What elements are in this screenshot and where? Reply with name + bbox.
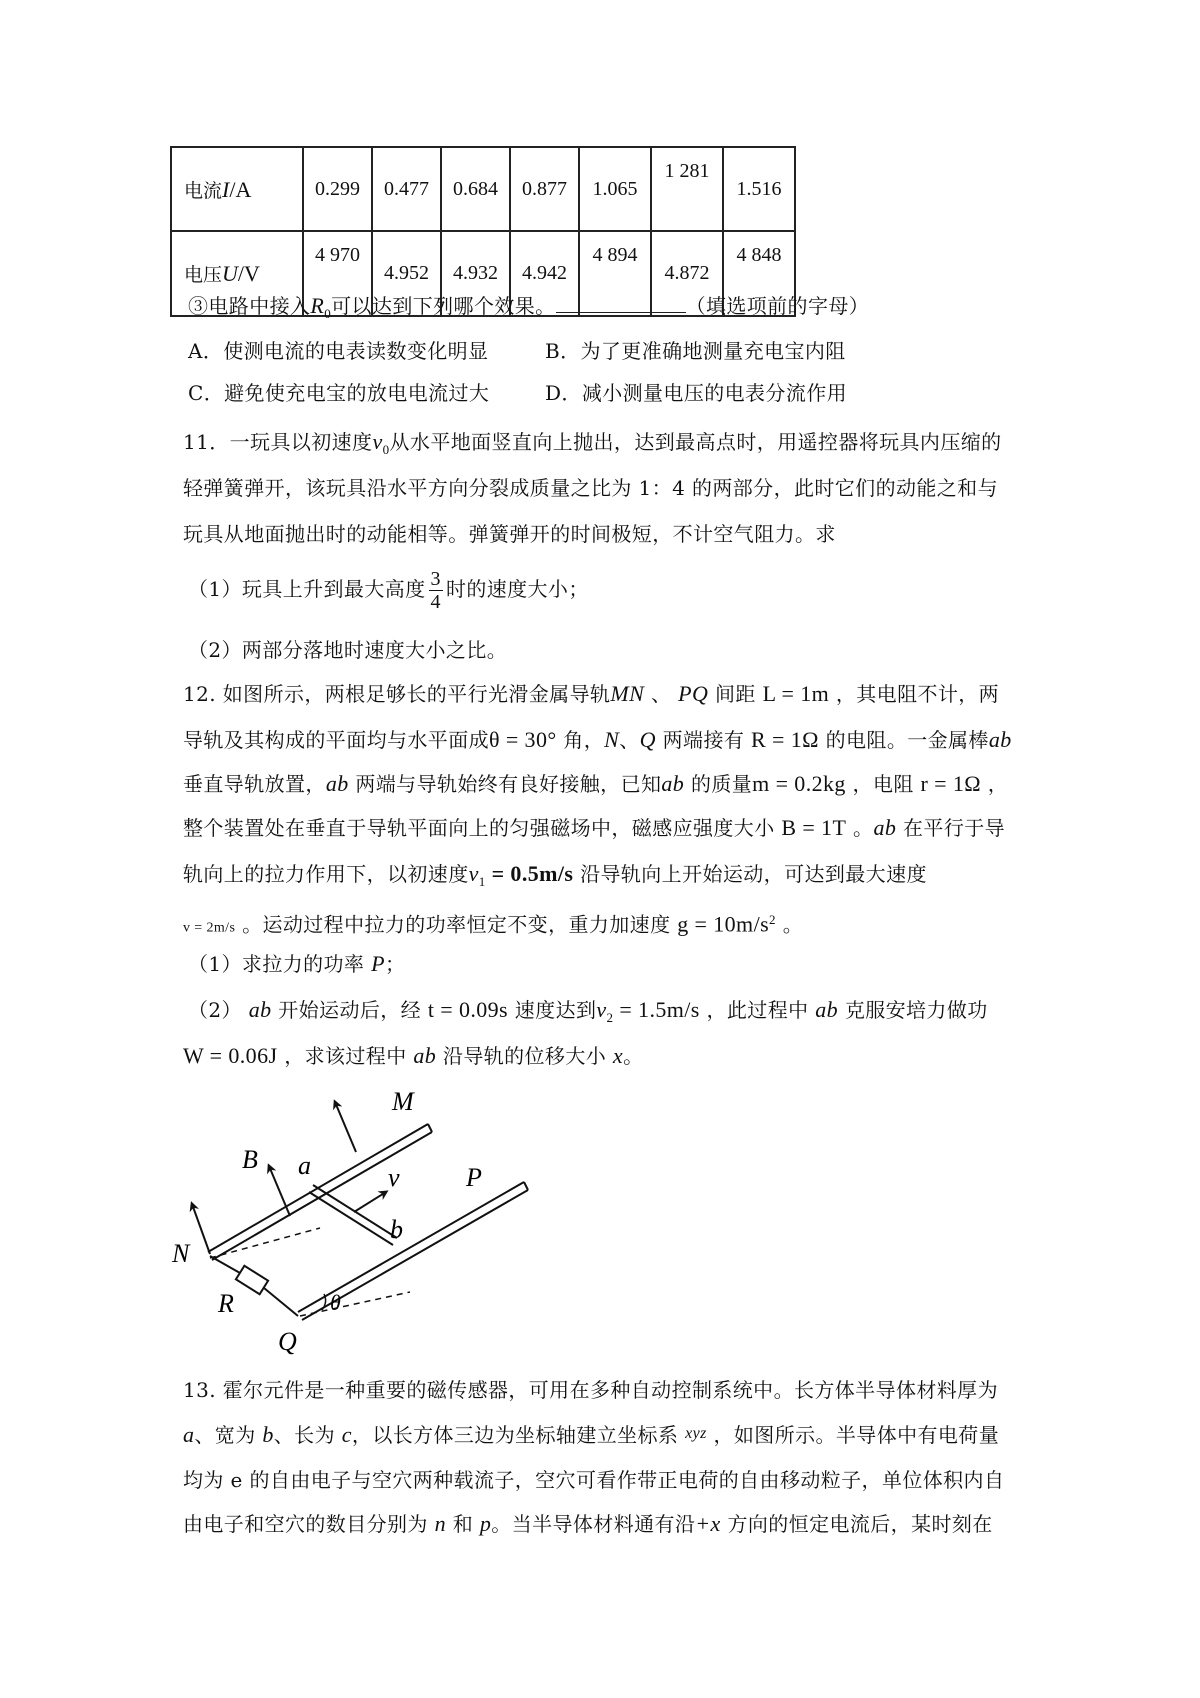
text: 可以达到下列哪个效果。 [331, 294, 556, 318]
label-n: N [172, 1239, 190, 1268]
table-cell: 0.299 [303, 147, 372, 231]
q12-line4 [183, 814, 1005, 842]
table-cell: 0.684 [441, 147, 510, 231]
text: ，此过程中 [699, 998, 816, 1022]
text: （1）求拉力的功率 [188, 952, 372, 976]
text: ，其电阻不计，两 [829, 682, 1000, 706]
text: ③电路中接入 [188, 294, 311, 318]
text: 开始运动后，经 [271, 998, 428, 1022]
dash-from-n [210, 1228, 320, 1258]
q12-line5 [183, 860, 927, 896]
var: P [371, 951, 385, 976]
q12-part2 [188, 996, 988, 1032]
text: 。 [623, 1044, 644, 1068]
text: 角， [556, 728, 605, 752]
table-header-current [171, 147, 303, 231]
var: ab [248, 997, 272, 1022]
arrow-b-mid [269, 1166, 290, 1216]
option-b: B．为了更准确地测量充电宝内阻 [545, 339, 846, 363]
q13-line2 [183, 1420, 999, 1449]
math: W = 0.06J [183, 1043, 278, 1068]
var: ab [873, 815, 897, 840]
text: 的质量 [684, 772, 753, 796]
header-unit: /A [229, 176, 252, 202]
text: 克服安培力做功 [838, 998, 988, 1022]
text: 方向的恒定电流后，某时刻在 [720, 1512, 993, 1536]
label-b-field: B [242, 1145, 258, 1174]
text: 垂直导轨放置， [183, 772, 326, 796]
math: = 1.5m/s [613, 997, 700, 1022]
var: n [434, 1511, 446, 1536]
text: 两端与导轨始终有良好接触，已知 [348, 772, 662, 796]
text: 。 [775, 912, 804, 937]
text: 沿导轨的位移大小 [436, 1044, 613, 1068]
math: m = 0.2kg [752, 771, 846, 796]
table-cell: 4.932 [441, 231, 510, 316]
option-d: D．减小测量电压的电表分流作用 [545, 381, 848, 405]
math: g = 10m/s [677, 911, 770, 937]
q11-part1 [188, 568, 589, 613]
answer-blank [556, 292, 686, 313]
table-row [171, 147, 795, 231]
header-var: I [222, 176, 230, 202]
label-theta: θ [330, 1290, 341, 1315]
header-text: 电流 [184, 179, 223, 202]
table-cell: 4.942 [510, 231, 579, 316]
text: 由电子和空穴的数目分别为 [183, 1512, 435, 1536]
q12-line3 [183, 770, 1008, 798]
text: 时的速度大小； [445, 577, 589, 601]
math: v = 2m/s [183, 920, 236, 936]
var: xyz [685, 1425, 707, 1442]
text: 12. 如图所示，两根足够长的平行光滑金属导轨 [183, 682, 611, 706]
arrow-v [354, 1192, 386, 1212]
text: 轨向上的拉力作用下，以初速度 [183, 862, 469, 886]
text: 速度达到 [508, 998, 597, 1022]
label-b-end: b [390, 1215, 403, 1244]
q12-part1 [188, 950, 405, 978]
var: ab [325, 771, 349, 796]
text: ； [384, 952, 406, 976]
text: 11．一玩具以初速度 [183, 430, 373, 454]
q11-line2: 轻弹簧弹开，该玩具沿水平方向分裂成质量之比为 1：4 的两部分，此时它们的动能之和与 [183, 476, 998, 500]
text: 、 [644, 682, 679, 706]
var: Q [639, 727, 656, 752]
text: 。运动过程中拉力的功率恒定不变，重力加速度 [235, 912, 678, 937]
var: x [612, 1043, 624, 1068]
math: B = 1T [781, 815, 847, 840]
header-unit: /V [237, 261, 260, 286]
text: 、宽为 [194, 1423, 263, 1447]
denominator: 4 [430, 591, 441, 613]
label-v: v [388, 1163, 400, 1192]
rail-nm-end [428, 1124, 432, 1132]
wire-n-r [210, 1256, 240, 1273]
var: R [310, 293, 325, 318]
text: 。当半导体材料通有沿 [491, 1512, 696, 1536]
option-a: A．使测电流的电表读数变化明显 [188, 339, 489, 363]
text: 沿导轨向上开始运动，可达到最大速度 [573, 862, 927, 886]
label-a: a [298, 1151, 311, 1180]
header-var: U [222, 261, 238, 286]
q12-part2-cont [183, 1042, 643, 1070]
text: 两端接有 [655, 728, 752, 752]
var: ab [413, 1043, 437, 1068]
var: N [604, 727, 620, 752]
q12-line1 [183, 680, 999, 708]
table-cell: 0.877 [510, 147, 579, 231]
resistor-r [236, 1266, 268, 1294]
rail-qp-end [524, 1182, 528, 1190]
var: b [262, 1422, 274, 1447]
text: 和 [445, 1512, 480, 1536]
var: MN [610, 681, 645, 706]
table-cell: 4 848 [723, 231, 795, 316]
q11-part2: （2）两部分落地时速度大小之比。 [188, 638, 508, 662]
q13-line3: 均为 e 的自由电子与空穴两种载流子，空穴可看作带正电荷的自由移动粒子，单位体积内自 [183, 1468, 1005, 1492]
q11-line3: 玩具从地面抛出时的动能相等。弹簧弹开的时间极短，不计空气阻力。求 [183, 522, 836, 546]
sub: 1 [478, 874, 486, 889]
text: （填选项前的字母） [685, 294, 870, 318]
math: t = 0.09s [427, 997, 509, 1022]
text: 导轨及其构成的平面均与水平面成 [183, 728, 489, 752]
table-cell: 0.477 [372, 147, 441, 231]
text: ，如图所示。半导体中有电荷量 [706, 1423, 1000, 1447]
text: ，电阻 [845, 772, 921, 796]
option-c: C．避免使充电宝的放电电流过大 [188, 381, 490, 405]
var: v [596, 997, 607, 1022]
q12-line6 [183, 906, 803, 943]
text: 的电阻。一金属棒 [818, 728, 989, 752]
sub: 2 [606, 1010, 614, 1025]
label-r: R [218, 1289, 234, 1318]
text: （2） [188, 998, 249, 1022]
text: ，求该过程中 [277, 1044, 414, 1068]
sup: 2 [769, 912, 776, 927]
text: 、 [619, 728, 640, 752]
q13-line4 [183, 1510, 993, 1538]
var: ab [661, 771, 685, 796]
text: 整个装置处在垂直于导轨平面向上的匀强磁场中，磁感应强度大小 [183, 816, 782, 840]
text: 在平行于导 [896, 816, 1006, 840]
arrow-b-top [335, 1102, 356, 1152]
text: 间距 [708, 682, 763, 706]
label-m: M [392, 1087, 414, 1116]
var: a [183, 1422, 195, 1447]
table-cell: 4 970 [303, 231, 372, 316]
var: v [468, 861, 479, 886]
var: PQ [678, 681, 709, 706]
q13-line1: 13. 霍尔元件是一种重要的磁传感器，可用在多种自动控制系统中。长方体半导体材料厚为 [183, 1378, 998, 1402]
fraction [429, 568, 443, 613]
var: +x [695, 1511, 721, 1536]
header-text: 电压 [184, 264, 223, 286]
bar-ab-a [309, 1192, 393, 1245]
sub: 0 [382, 442, 390, 457]
table-cell: 4 894 [579, 231, 651, 316]
var: c [341, 1422, 352, 1447]
rail-figure [170, 1080, 550, 1370]
table-cell: 4.952 [372, 231, 441, 316]
math: θ = 30° [489, 727, 557, 752]
label-q: Q [278, 1327, 297, 1356]
arrow-b-left [192, 1204, 210, 1254]
sub: 0 [324, 306, 332, 321]
table-cell: 1.065 [579, 147, 651, 231]
var: ab [815, 997, 839, 1022]
var: p [479, 1511, 492, 1536]
wire-r-q [264, 1288, 298, 1316]
q12-line2 [183, 726, 1012, 754]
table-cell: 4.872 [651, 231, 723, 316]
text: 从水平地面竖直向上抛出，达到最高点时，用遥控器将玩具内压缩的 [389, 430, 1002, 454]
text: ， [981, 772, 1009, 796]
var: ab [988, 727, 1012, 752]
dash-horizontal [300, 1292, 410, 1316]
math: r = 1Ω [920, 771, 981, 796]
math: R = 1Ω [751, 727, 819, 752]
text: 。 [846, 816, 874, 840]
q10-part3 [188, 292, 869, 328]
math: = 0.5m/s [485, 861, 574, 886]
numerator: 3 [430, 568, 441, 590]
math: L = 1m [762, 681, 830, 706]
table-cell: 1.516 [723, 147, 795, 231]
text: 、长为 [273, 1423, 342, 1447]
label-p: P [466, 1163, 482, 1192]
text: ，以长方体三边为坐标轴建立坐标系 [351, 1423, 686, 1447]
var: v [372, 429, 383, 454]
table-cell: 1 281 [651, 147, 723, 231]
q11-line1 [183, 428, 1002, 464]
text: （1）玩具上升到最大高度 [188, 577, 426, 601]
